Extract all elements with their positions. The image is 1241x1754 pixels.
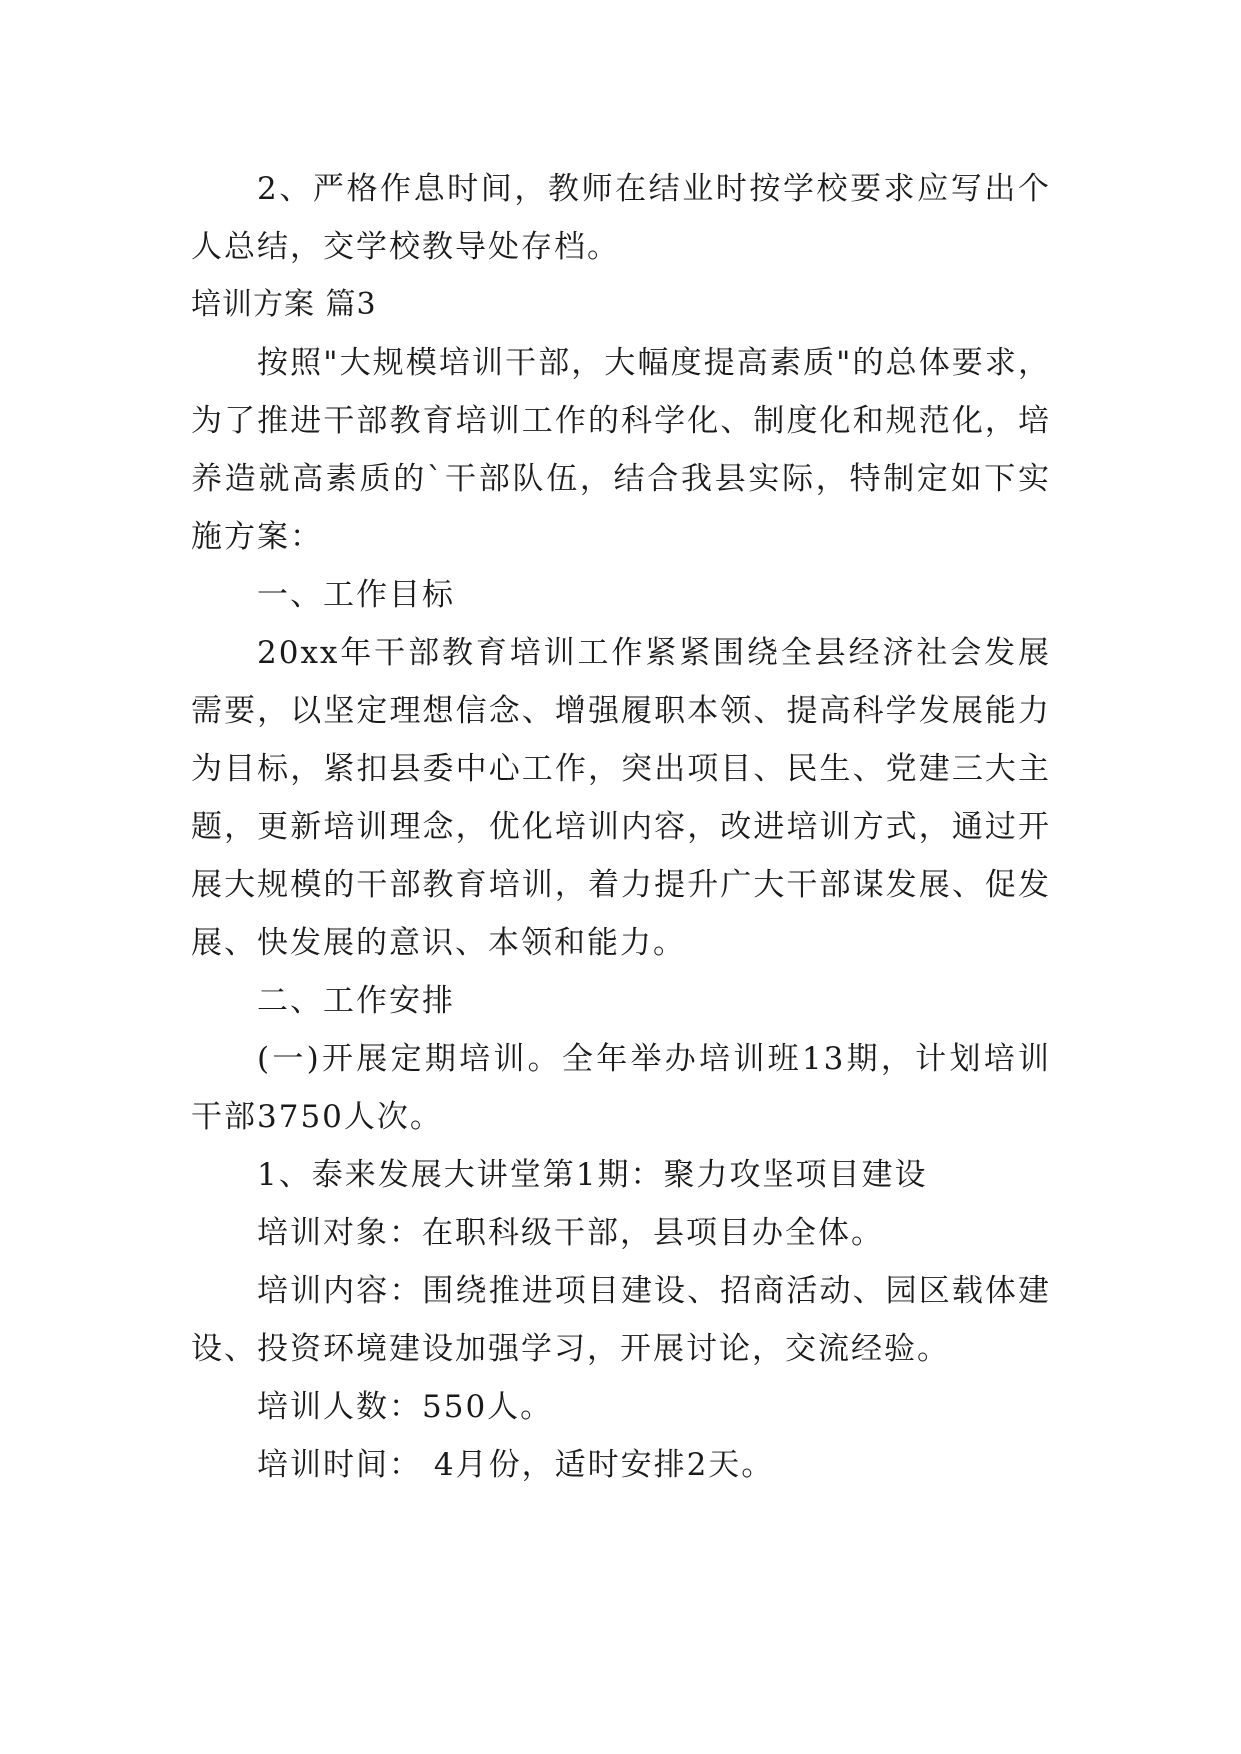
training-target: 培训对象：在职科级干部，县项目办全体。 bbox=[257, 1215, 884, 1251]
training-item-title: 1、泰来发展大讲堂第1期：聚力攻坚项目建设 bbox=[257, 1157, 928, 1193]
paragraph-intro: 按照"大规模培训干部，大幅度提高素质"的总体要求，为了推进干部教育培训工作的科学化、制度化和规范化，培养造就高素质的`干部队伍，结合我县实际，特制定如下实施方案： bbox=[191, 345, 1051, 555]
paragraph-work-goal: 20xx年干部教育培训工作紧紧围绕全县经济社会发展需要，以坚定理想信念、增强履职本领、提高科学发展能力为目标，紧扣县委中心工作，突出项目、民生、党建三大主题，更新培训理念，优化培训内容，改进培训方式，通过开展大规模的干部教育培训，着力提升广大干部谋发展、促发展、快发展的意识、本领和能力。 bbox=[191, 635, 1051, 961]
training-count: 培训人数：550人。 bbox=[257, 1389, 554, 1425]
section-title: 培训方案 篇3 bbox=[191, 287, 377, 322]
paragraph-regular-training: (一)开展定期培训。全年举办培训班13期，计划培训干部3750人次。 bbox=[191, 1041, 1051, 1135]
training-content: 培训内容：围绕推进项目建设、招商活动、园区载体建设、投资环境建设加强学习，开展讨论，交流经验。 bbox=[191, 1273, 1051, 1367]
heading-work-goal: 一、工作目标 bbox=[257, 577, 455, 613]
document-body bbox=[191, 160, 1051, 1494]
heading-work-arrangement: 二、工作安排 bbox=[257, 983, 455, 1019]
paragraph-summary-requirement: 2、严格作息时间，教师在结业时按学校要求应写出个人总结，交学校教导处存档。 bbox=[191, 171, 1051, 265]
training-time: 培训时间： 4月份，适时安排2天。 bbox=[257, 1447, 775, 1483]
